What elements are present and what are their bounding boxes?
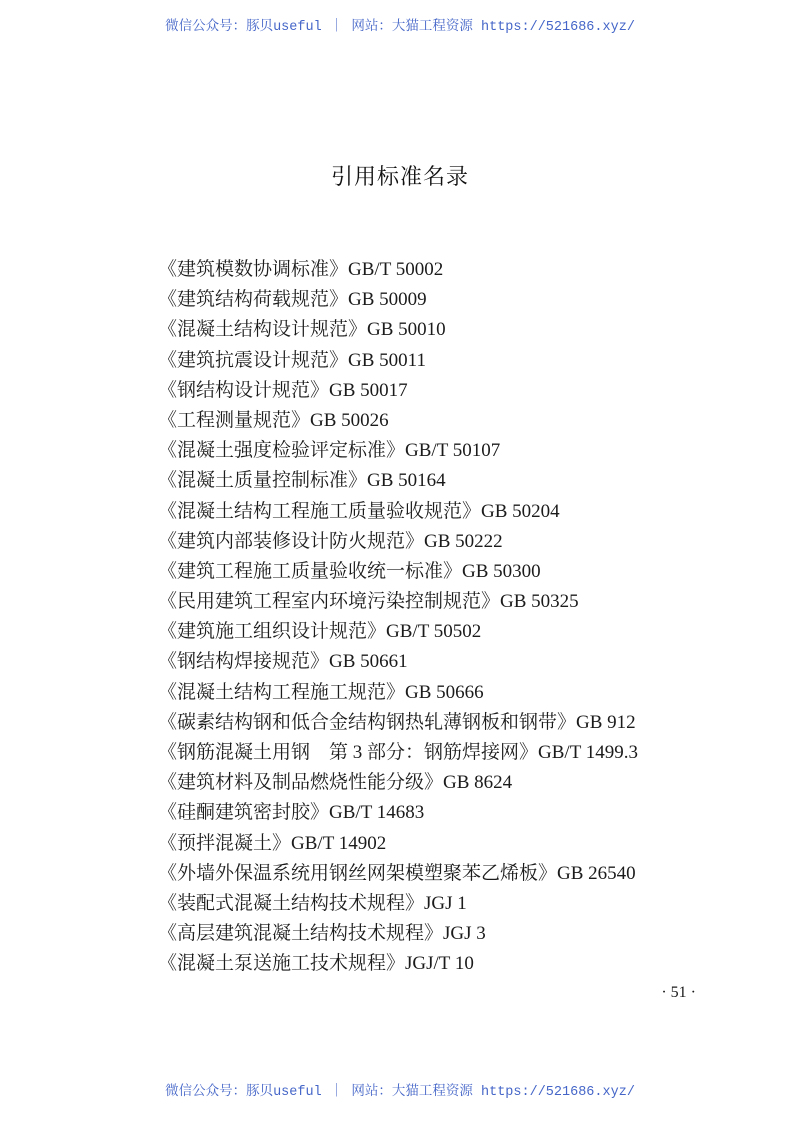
standard-code: GB 50300	[462, 560, 541, 582]
standard-title: 《民用建筑工程室内环境污染控制规范》	[158, 591, 501, 613]
standard-title: 《硅酮建筑密封胶》	[158, 802, 330, 824]
standard-title: 《建筑模数协调标准》	[158, 259, 349, 280]
standard-title: 《钢筋混凝土用钢 第 3 部分：钢筋焊接网》	[158, 742, 539, 763]
standards-list	[158, 255, 758, 980]
standard-entry	[158, 406, 758, 436]
standard-entry	[158, 798, 758, 828]
standard-entry	[158, 768, 758, 798]
standard-title: 《建筑施工组织设计规范》	[158, 621, 387, 643]
standard-code: GB 50026	[310, 409, 389, 431]
header-watermark: 微信公众号：豚贝useful ｜ 网站：大猫工程资源 https://521686.xyz/	[165, 20, 635, 35]
standard-code: GB 50666	[405, 681, 484, 703]
standard-code: JGJ 1	[424, 892, 467, 914]
page-title: 引用标准名录	[330, 165, 469, 190]
standard-entry	[158, 376, 758, 406]
standard-code: GB 912	[576, 711, 636, 733]
standard-entry	[158, 557, 758, 587]
standard-code: GB/T 50107	[405, 440, 501, 462]
standard-title: 《预拌混凝土》	[158, 832, 292, 854]
standard-title: 《碳素结构钢和低合金结构钢热轧薄钢板和钢带》	[158, 711, 577, 733]
standard-entry	[158, 527, 758, 557]
standard-entry	[158, 466, 758, 496]
standard-title: 《工程测量规范》	[158, 409, 311, 431]
standard-code: GB 50222	[424, 530, 503, 552]
standard-title: 《建筑内部装修设计防火规范》	[158, 530, 425, 552]
standard-code: JGJ 3	[443, 923, 486, 945]
standard-title: 《钢结构设计规范》	[158, 379, 330, 401]
standard-entry	[158, 919, 758, 949]
standard-title: 《建筑结构荷载规范》	[158, 289, 349, 311]
standard-title: 《混凝土泵送施工技术规程》	[158, 953, 406, 975]
standard-code: GB 50164	[367, 470, 446, 492]
standard-entry	[158, 708, 758, 738]
standard-entry	[158, 949, 758, 979]
standard-code: GB 50325	[500, 591, 579, 613]
standard-title: 《高层建筑混凝土结构技术规程》	[158, 923, 444, 945]
standard-entry	[158, 738, 758, 768]
standard-code: GB/T 14683	[329, 802, 425, 824]
standard-title: 《混凝土结构设计规范》	[158, 319, 368, 341]
standard-entry	[158, 285, 758, 315]
standard-code: GB/T 14902	[291, 832, 387, 854]
standard-entry	[158, 255, 758, 285]
page-number: · 51 ·	[661, 984, 696, 1001]
standard-title: 《混凝土结构工程施工质量验收规范》	[158, 500, 482, 522]
standard-code: GB 50017	[329, 379, 408, 401]
standard-code: GB/T 50002	[348, 259, 444, 280]
standard-code: JGJ/T 10	[405, 953, 474, 975]
standard-entry	[158, 889, 758, 919]
standard-title: 《外墙外保温系统用钢丝网架模塑聚苯乙烯板》	[158, 862, 558, 884]
standard-title: 《混凝土强度检验评定标准》	[158, 440, 406, 462]
standard-code: GB 50009	[348, 289, 427, 311]
standard-code: GB 8624	[443, 772, 513, 794]
standard-title: 《混凝土结构工程施工规范》	[158, 681, 406, 703]
standard-code: GB 50010	[367, 319, 446, 341]
standard-entry	[158, 587, 758, 617]
standard-code: GB/T 50502	[386, 621, 482, 643]
standard-title: 《混凝土质量控制标准》	[158, 470, 368, 492]
standard-entry	[158, 617, 758, 647]
standard-entry	[158, 315, 758, 345]
standard-code: GB/T 1499.3	[538, 742, 638, 763]
standard-title: 《建筑工程施工质量验收统一标准》	[158, 560, 463, 582]
standard-entry	[158, 829, 758, 859]
standard-code: GB 26540	[557, 862, 636, 884]
standard-entry	[158, 436, 758, 466]
standard-entry	[158, 346, 758, 376]
standard-title: 《建筑抗震设计规范》	[158, 349, 349, 371]
standard-entry	[158, 497, 758, 527]
standard-title: 《装配式混凝土结构技术规程》	[158, 892, 425, 914]
standard-code: GB 50661	[329, 651, 408, 673]
standard-code: GB 50204	[481, 500, 560, 522]
standard-title: 《钢结构焊接规范》	[158, 651, 330, 673]
standard-entry	[158, 859, 758, 889]
standard-entry	[158, 678, 758, 708]
standard-entry	[158, 647, 758, 677]
standard-title: 《建筑材料及制品燃烧性能分级》	[158, 772, 444, 794]
footer-watermark: 微信公众号：豚贝useful ｜ 网站：大猫工程资源 https://521686.xyz/	[165, 1085, 635, 1100]
standard-code: GB 50011	[348, 349, 426, 371]
